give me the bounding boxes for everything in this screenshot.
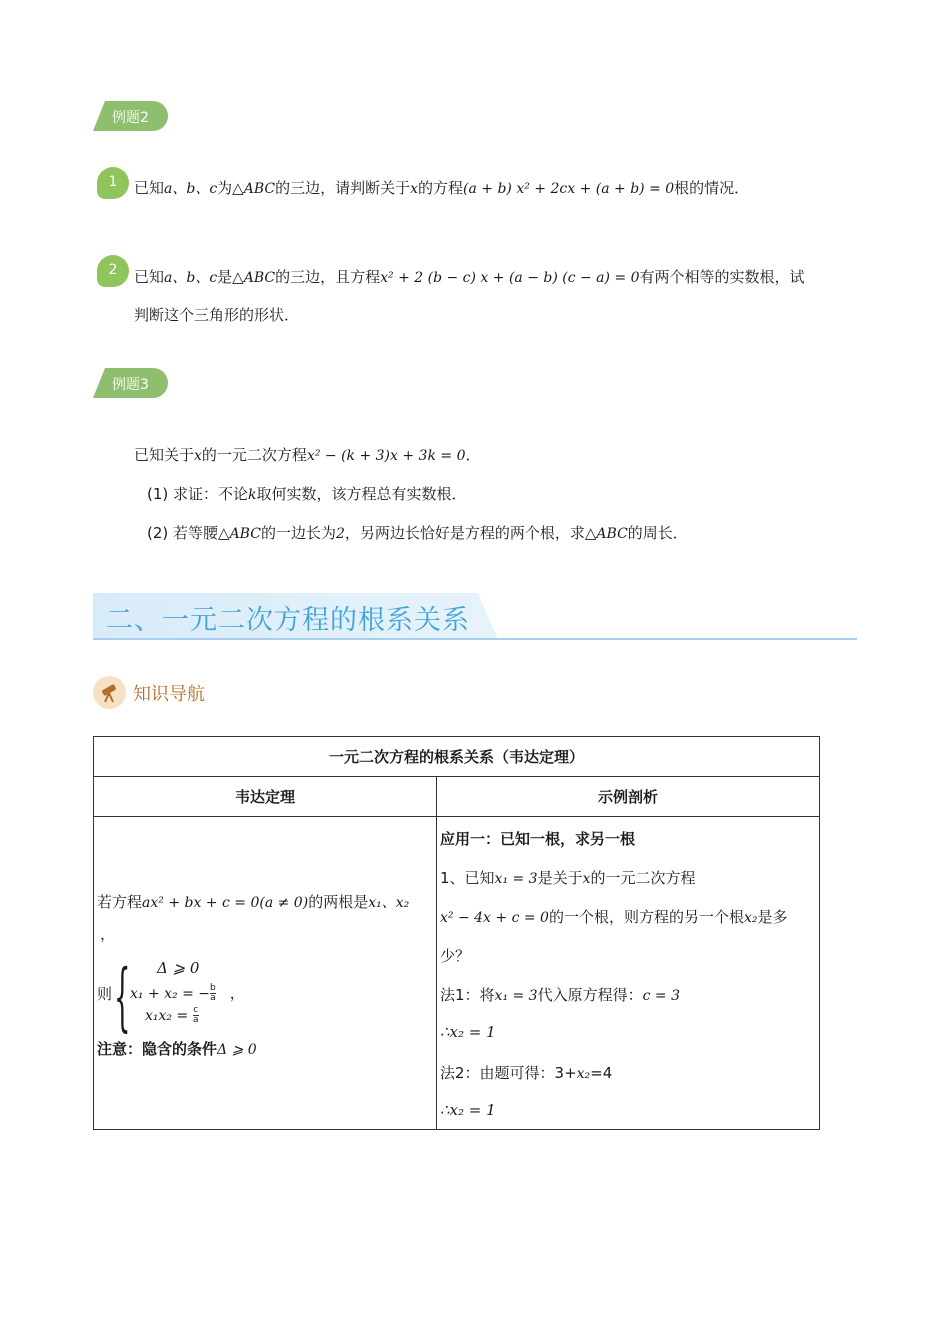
example-line-2: x² − 4x + c = 0的一个根，则方程的另一个根x₂是多 <box>440 908 788 926</box>
condition-sum: x₁ + x₂ = − $\frac{b}{a}$ ， <box>130 983 245 1003</box>
question-1-number: 1 <box>97 167 129 199</box>
example-3-intro: 已知关于x的一元二次方程x² − (k + 3)x + 3k = 0． <box>134 446 481 464</box>
question-2-text: 已知a、b、c是△ABC的三边，且方程x² + 2 (b − c) x + (a − b) (c − a) = 0有两个相等的实数根，试 <box>134 268 805 286</box>
column-header-example: 示例剖析 <box>437 777 820 817</box>
section-header <box>93 593 857 641</box>
example-line-3: 少？ <box>440 947 471 965</box>
vieta-table <box>93 736 820 1130</box>
method-1: 法1：将x₁ = 3代入原方程得：c = 3 <box>440 986 680 1004</box>
question-2-number: 2 <box>97 255 129 287</box>
section-title: 二、一元二次方程的根系关系 <box>106 605 470 636</box>
telescope-icon <box>93 676 126 709</box>
question-1-text: 已知a、b、c为△ABC的三边，请判断关于x的方程(a + b) x² + 2cx + (a + b) = 0根的情况． <box>134 179 750 197</box>
knowledge-nav-label: 知识导航 <box>133 684 205 705</box>
example-3-part-2: (2) 若等腰△ABC的一边长为2，另两边长恰好是方程的两个根，求△ABC的周长． <box>147 524 688 542</box>
theorem-cell <box>94 817 437 1130</box>
example-2-tag <box>93 101 168 131</box>
system-brace: { <box>114 954 131 1040</box>
application-title: 应用一：已知一根，求另一根 <box>440 830 636 848</box>
example-cell <box>437 817 820 1130</box>
column-header-theorem: 韦达定理 <box>94 777 437 817</box>
example-3-part-1: (1) 求证：不论k取何实数，该方程总有实数根． <box>147 485 467 503</box>
method-1-result: ∴x₂ = 1 <box>440 1023 496 1041</box>
example-3-label: 例题3 <box>112 377 149 393</box>
theorem-comma: ， <box>100 925 116 943</box>
theorem-note: 注意：隐含的条件Δ ⩾ 0 <box>97 1040 257 1058</box>
table-title: 一元二次方程的根系关系（韦达定理） <box>94 737 820 777</box>
condition-product: x₁x₂ = $\frac{c}{a}$ <box>145 1005 199 1025</box>
condition-delta: Δ ⩾ 0 <box>157 959 200 977</box>
method-2-result: ∴x₂ = 1 <box>440 1101 496 1119</box>
then-label: 则 <box>97 985 113 1003</box>
example-3-tag <box>93 368 168 398</box>
theorem-statement: 若方程ax² + bx + c = 0(a ≠ 0)的两根是x₁、x₂ <box>97 893 410 911</box>
method-2: 法2：由题可得：3+x₂=4 <box>440 1064 613 1082</box>
example-2-label: 例题2 <box>112 110 149 126</box>
example-line-1: 1、已知x₁ = 3是关于x的一元二次方程 <box>440 869 696 887</box>
question-2-text-line2: 判断这个三角形的形状． <box>134 306 300 324</box>
